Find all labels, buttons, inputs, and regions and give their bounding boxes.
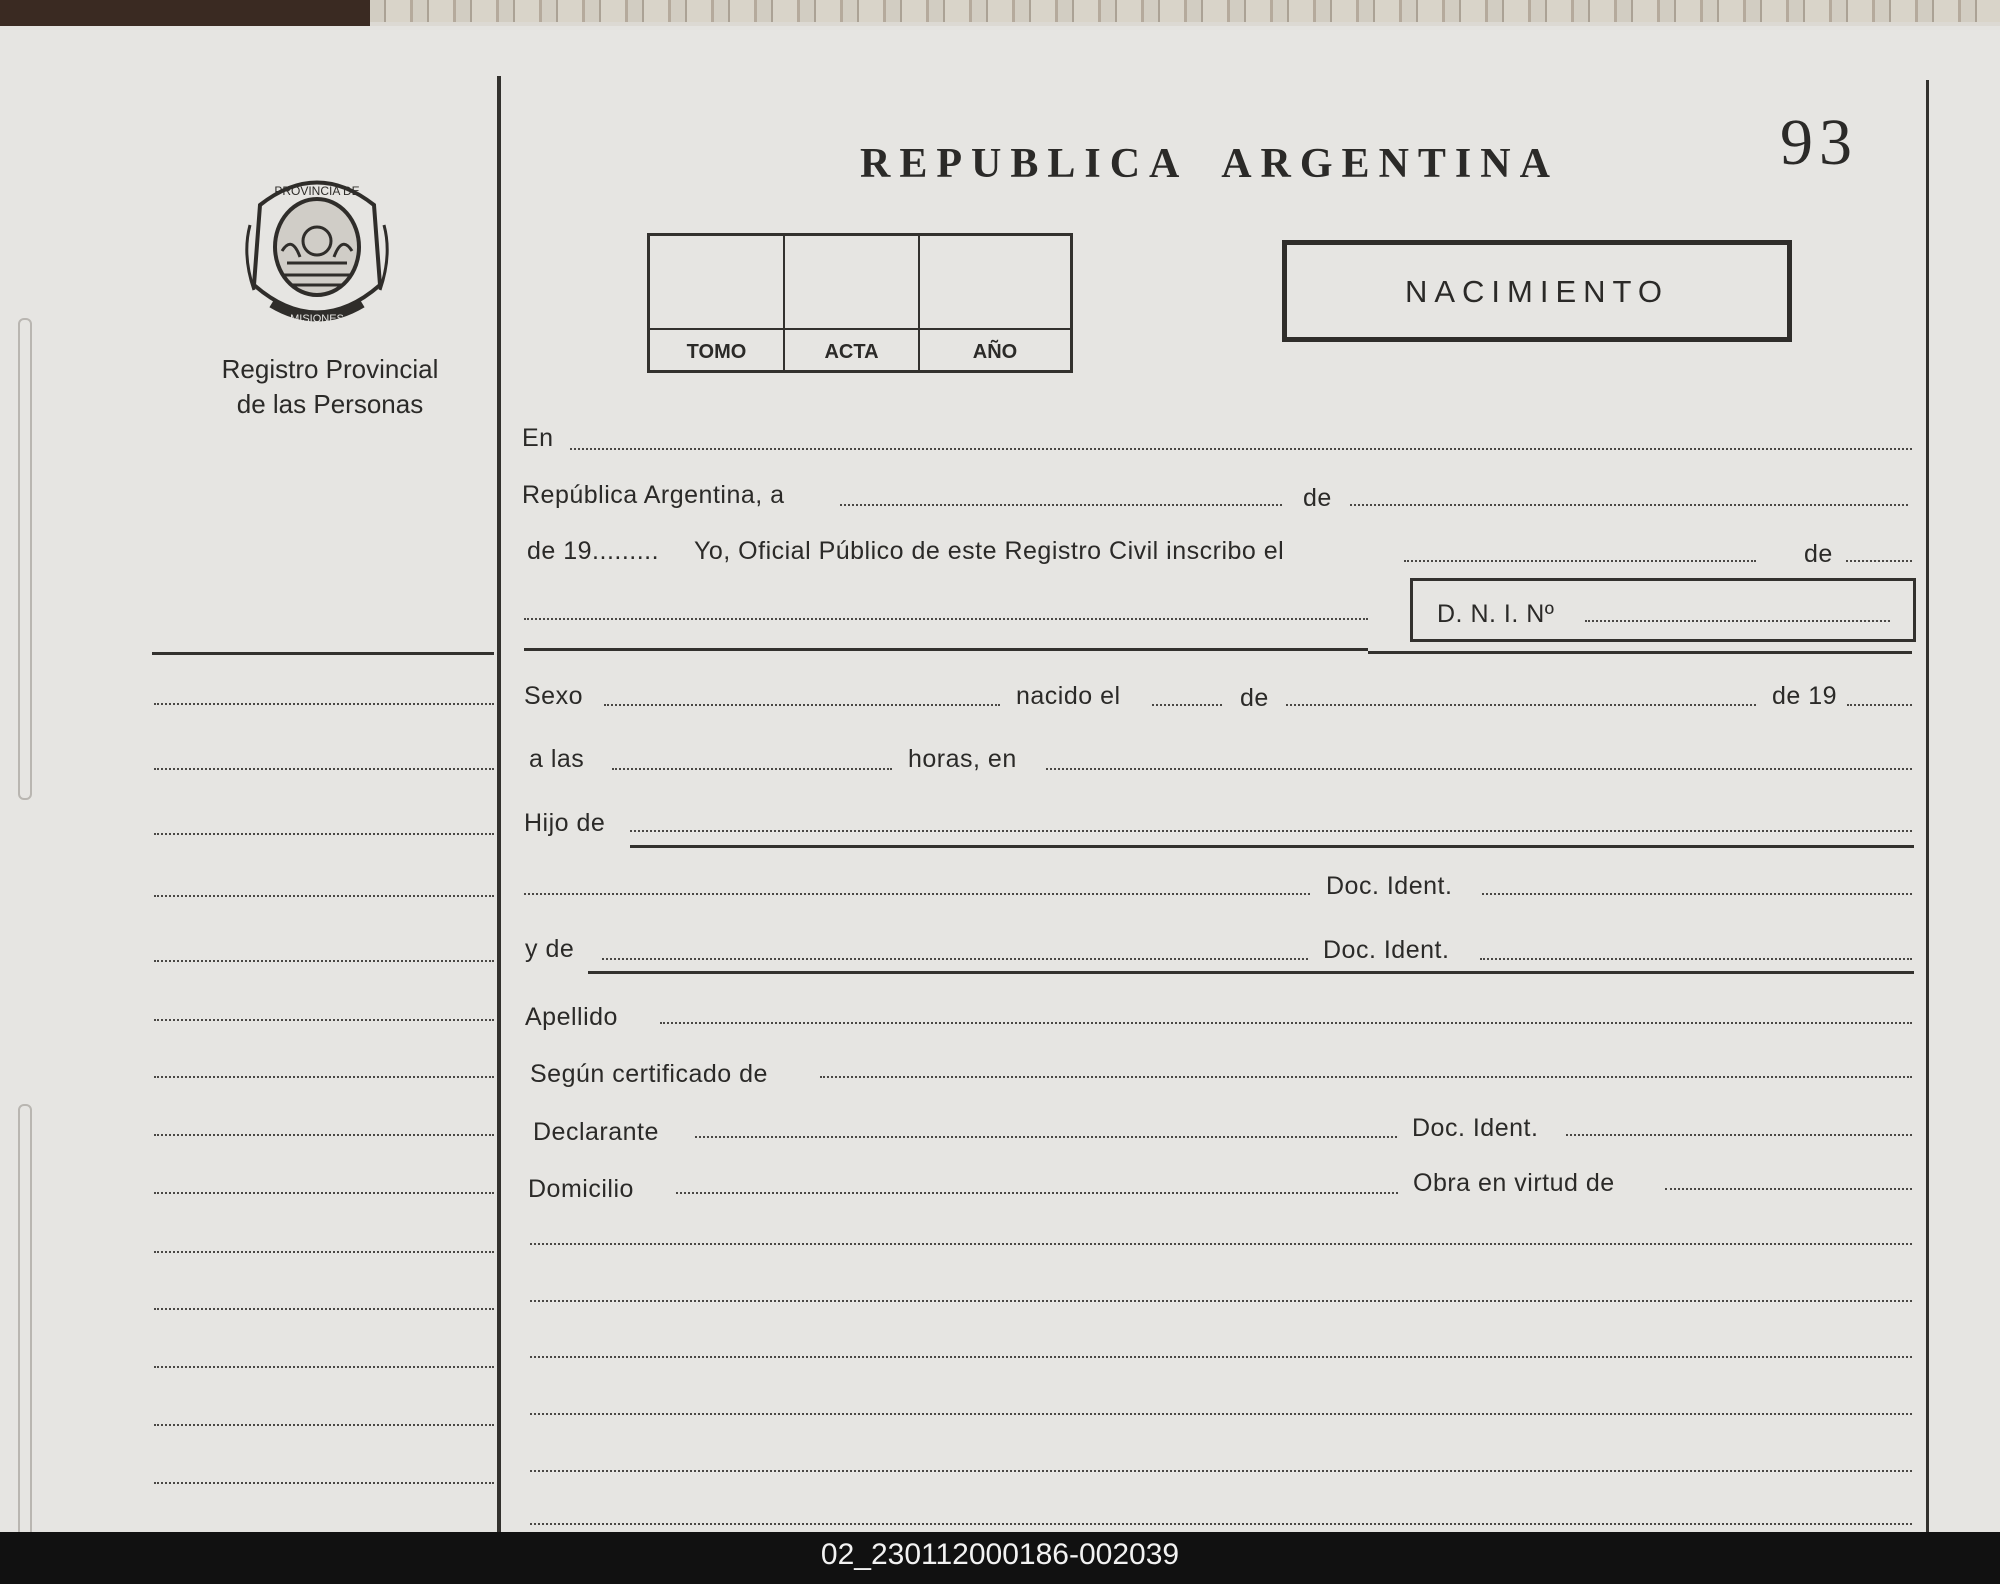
field-day[interactable] <box>840 504 1282 506</box>
registry-line-1: Registro Provincial <box>221 354 439 384</box>
registry-line-2: de las Personas <box>236 389 424 419</box>
field-nacido-ano[interactable] <box>1847 704 1912 706</box>
margin-line[interactable] <box>154 768 494 770</box>
margin-line[interactable] <box>154 703 494 705</box>
blank-line[interactable] <box>530 1300 1912 1302</box>
field-padre[interactable] <box>630 830 1912 832</box>
field-lugar[interactable] <box>1046 768 1912 770</box>
label-apellido: Apellido <box>525 1003 618 1031</box>
book-edge <box>0 0 2000 26</box>
field-padre-cont[interactable] <box>524 893 1310 895</box>
label-doc-ident-declarante: Doc. Ident. <box>1412 1114 1539 1142</box>
margin-line[interactable] <box>154 1019 494 1021</box>
binding-stitch <box>18 1104 32 1538</box>
label-yo-oficial: Yo, Oficial Público de este Registro Civil inscribo el <box>694 537 1285 565</box>
margin-divider <box>497 76 501 1532</box>
label-doc-ident-padre: Doc. Ident. <box>1326 872 1453 900</box>
section-rule <box>588 971 1914 974</box>
right-border <box>1926 80 1929 1532</box>
label-declarante: Declarante <box>533 1118 659 1146</box>
field-doc-declarante[interactable] <box>1566 1134 1912 1136</box>
field-apellido[interactable] <box>660 1022 1912 1024</box>
label-de-3: de <box>1240 684 1269 712</box>
record-grid <box>647 233 1073 373</box>
page-number: 93 <box>1780 106 1858 179</box>
field-obra[interactable] <box>1665 1188 1912 1190</box>
blank-line[interactable] <box>530 1243 1912 1245</box>
margin-line[interactable] <box>154 1482 494 1484</box>
margin-line[interactable] <box>154 1308 494 1310</box>
label-de-2: de <box>1804 540 1833 568</box>
label-domicilio: Domicilio <box>528 1175 634 1203</box>
label-hijo-de: Hijo de <box>524 809 606 837</box>
acta-label: ACTA <box>824 341 879 363</box>
blank-line[interactable] <box>530 1356 1912 1358</box>
record-type: NACIMIENTO <box>1404 274 1670 309</box>
label-dni: D. N. I. Nº <box>1437 600 1555 628</box>
margin-rule <box>152 652 494 655</box>
tomo-cell[interactable] <box>650 236 785 370</box>
section-rule <box>1368 651 1912 654</box>
field-de-2[interactable] <box>1846 560 1912 562</box>
margin-line[interactable] <box>154 1192 494 1194</box>
label-doc-ident-madre: Doc. Ident. <box>1323 936 1450 964</box>
field-month[interactable] <box>1350 504 1908 506</box>
field-domicilio[interactable] <box>676 1192 1398 1194</box>
field-en[interactable] <box>570 448 1912 450</box>
margin-line[interactable] <box>154 833 494 835</box>
ano-label: AÑO <box>972 341 1018 363</box>
seal-top-text: PROVINCIA DE <box>274 184 360 198</box>
label-de-month: de <box>1303 484 1332 512</box>
field-nacido-dia[interactable] <box>1152 704 1222 706</box>
margin-line[interactable] <box>154 960 494 962</box>
margin-line[interactable] <box>154 1424 494 1426</box>
label-republica: República Argentina, a <box>522 481 785 509</box>
field-sexo[interactable] <box>604 704 1000 706</box>
label-segun-certificado: Según certificado de <box>530 1060 768 1088</box>
label-sexo: Sexo <box>524 682 583 710</box>
margin-line[interactable] <box>154 1134 494 1136</box>
label-a-las: a las <box>529 745 585 773</box>
field-madre[interactable] <box>602 958 1308 960</box>
margin-line[interactable] <box>154 1076 494 1078</box>
registry-name <box>195 352 465 422</box>
tomo-label: TOMO <box>686 341 747 363</box>
field-declarante[interactable] <box>695 1136 1397 1138</box>
field-inscribo[interactable] <box>1404 560 1756 562</box>
section-rule <box>524 648 1368 651</box>
label-de-19: de 19 <box>1772 682 1838 710</box>
country-title: REPUBLICA ARGENTINA <box>860 141 1559 187</box>
label-horas-en: horas, en <box>908 745 1017 773</box>
margin-line[interactable] <box>154 1366 494 1368</box>
label-de-19-year: de 19......... <box>527 537 660 565</box>
blank-line[interactable] <box>530 1523 1912 1525</box>
book-cover-edge <box>0 0 370 26</box>
blank-line[interactable] <box>530 1413 1912 1415</box>
section-rule <box>630 845 1914 848</box>
scan-id: 02_230112000186-002039 <box>820 1538 1180 1571</box>
field-name[interactable] <box>524 618 1368 620</box>
provincial-seal-icon <box>242 165 392 335</box>
label-obra-en-virtud: Obra en virtud de <box>1413 1169 1615 1197</box>
field-horas[interactable] <box>612 768 892 770</box>
field-nacido-mes[interactable] <box>1286 704 1756 706</box>
record-type-box <box>1282 240 1792 342</box>
label-en: En <box>522 424 554 452</box>
margin-line[interactable] <box>154 895 494 897</box>
scan-id-bar <box>0 1532 2000 1584</box>
margin-line[interactable] <box>154 1251 494 1253</box>
field-doc-madre[interactable] <box>1480 958 1912 960</box>
label-y-de: y de <box>525 935 575 963</box>
field-certificado[interactable] <box>820 1076 1912 1078</box>
field-dni[interactable] <box>1585 620 1890 622</box>
field-doc-padre[interactable] <box>1482 893 1912 895</box>
marbled-edge <box>370 0 2000 22</box>
acta-cell[interactable] <box>785 236 920 370</box>
blank-line[interactable] <box>530 1470 1912 1472</box>
label-nacido-el: nacido el <box>1016 682 1121 710</box>
ano-cell[interactable] <box>920 236 1070 370</box>
binding-stitch <box>18 318 32 800</box>
seal-bottom-text: MISIONES <box>290 313 344 325</box>
